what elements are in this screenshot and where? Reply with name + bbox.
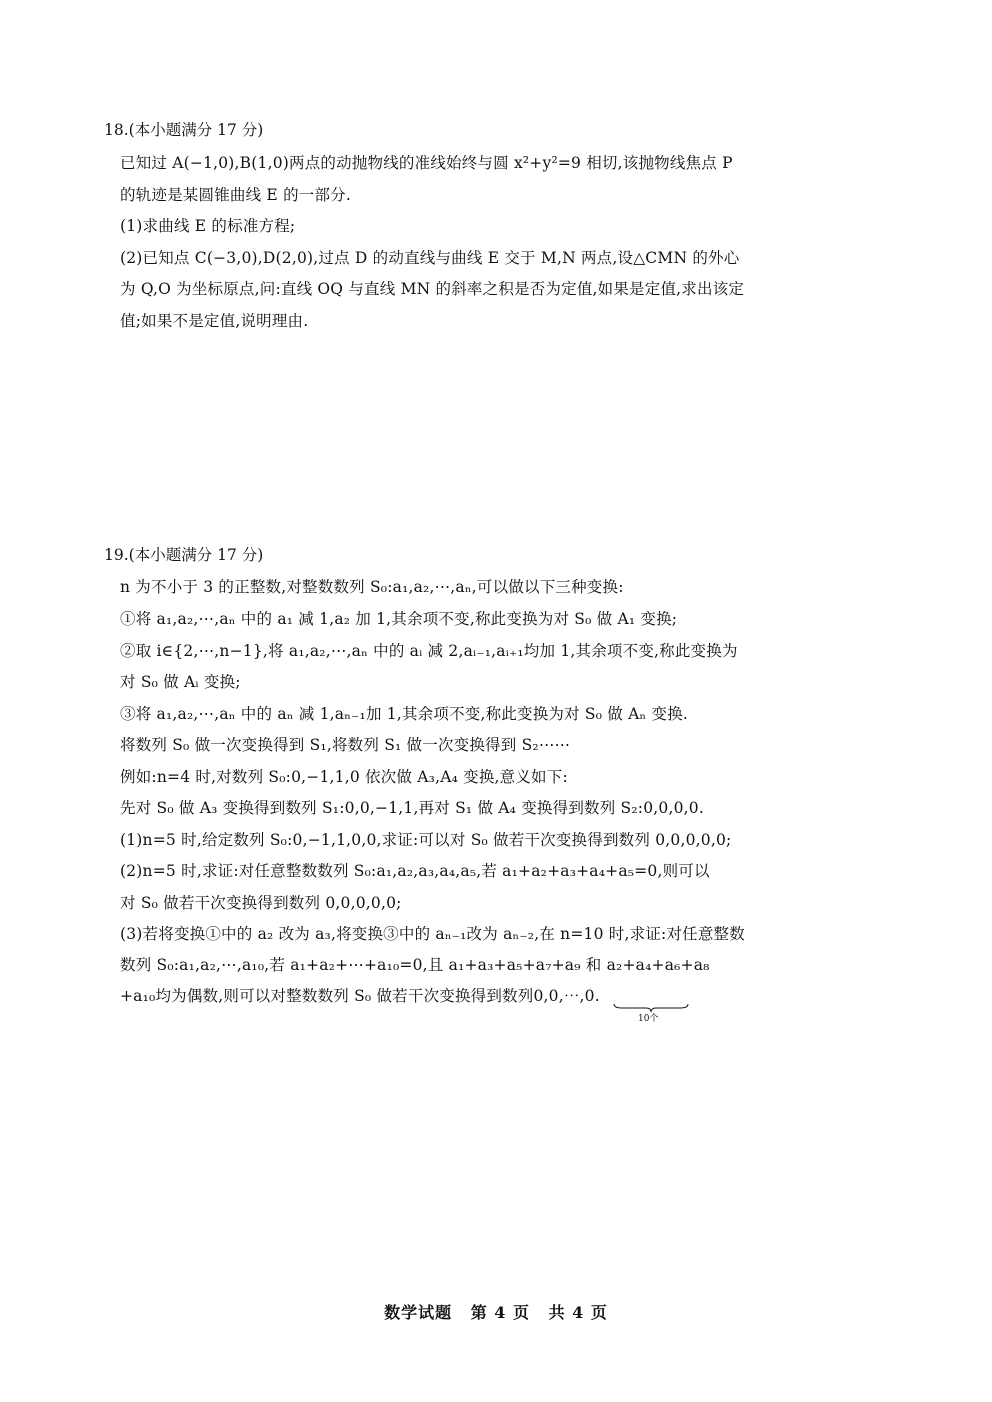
problem-19-line-1: n 为不小于 3 的正整数,对整数数列 S₀:a₁,a₂,⋯,aₙ,可以做以下三种变换:	[120, 578, 624, 596]
problem-19-line-7: 例如:n=4 时,对数列 S₀:0,−1,1,0 依次做 A₃,A₄ 变换,意义如下:	[120, 768, 568, 786]
problem-19-line-10: (2)n=5 时,求证:对任意整数数列 S₀:a₁,a₂,a₃,a₄,a₅,若 a₁+a₂+a₃+a₄+a₅=0,则可以	[120, 862, 710, 880]
page-footer	[0, 1300, 992, 1323]
problem-19-line-5: ③将 a₁,a₂,⋯,aₙ 中的 aₙ 减 1,aₙ₋₁加 1,其余项不变,称此变换为对 S₀ 做 Aₙ 变换.	[120, 705, 689, 723]
problem-19-line-9: (1)n=5 时,给定数列 S₀:0,−1,1,0,0,求证:可以对 S₀ 做若干次变换得到数列 0,0,0,0,0;	[120, 831, 732, 849]
problem-18-line-3: (1)求曲线 E 的标准方程;	[120, 217, 296, 235]
problem-18-line-1: 已知过 A(−1,0),B(1,0)两点的动抛物线的准线始终与圆 x²+y²=9 相切,该抛物线焦点 P	[120, 154, 733, 172]
problem-19-line-4: 对 S₀ 做 Aᵢ 变换;	[120, 673, 241, 691]
problem-18-line-5: 为 Q,O 为坐标原点,问:直线 OQ 与直线 MN 的斜率之积是否为定值,如果是定值,求出该定	[120, 280, 745, 298]
footer-subject: 数学试题	[384, 1303, 453, 1322]
problem-19-line-8: 先对 S₀ 做 A₃ 变换得到数列 S₁:0,0,−1,1,再对 S₁ 做 A₄ 变换得到数列 S₂:0,0,0,0.	[120, 799, 704, 817]
problem-18-header: 18.(本小题满分 17 分)	[104, 121, 264, 139]
problem-19-line-3: ②取 i∈{2,⋯,n−1},将 a₁,a₂,⋯,aₙ 中的 aᵢ 减 2,aᵢ₋₁,aᵢ₊₁均加 1,其余项不变,称此变换为	[120, 642, 738, 660]
problem-18-line-2: 的轨迹是某圆锥曲线 E 的一部分.	[120, 186, 351, 204]
problem-19-line-14: +a₁₀均为偶数,则可以对整数数列 S₀ 做若干次变换得到数列0,0,⋯,0.	[120, 987, 600, 1005]
problem-18-line-4: (2)已知点 C(−3,0),D(2,0),过点 D 的动直线与曲线 E 交于 M,N 两点,设△CMN 的外心	[120, 249, 740, 267]
problem-19-line-2: ①将 a₁,a₂,⋯,aₙ 中的 a₁ 减 1,a₂ 加 1,其余项不变,称此变换为对 S₀ 做 A₁ 变换;	[120, 610, 678, 628]
problem-19-header: 19.(本小题满分 17 分)	[104, 546, 264, 564]
underbrace-label: 10个	[638, 1014, 659, 1024]
problem-19-line-13: 数列 S₀:a₁,a₂,⋯,a₁₀,若 a₁+a₂+⋯+a₁₀=0,且 a₁+a₃+a₅+a₇+a₉ 和 a₂+a₄+a₆+a₈	[120, 956, 710, 974]
footer-total-pages: 共 4 页	[548, 1303, 608, 1322]
problem-19-line-11: 对 S₀ 做若干次变换得到数列 0,0,0,0,0;	[120, 894, 402, 912]
problem-19-line-6: 将数列 S₀ 做一次变换得到 S₁,将数列 S₁ 做一次变换得到 S₂⋯⋯	[120, 736, 571, 754]
problem-18-line-6: 值;如果不是定值,说明理由.	[120, 312, 309, 330]
footer-page-number: 第 4 页	[470, 1303, 530, 1322]
problem-19-line-12: (3)若将变换①中的 a₂ 改为 a₃,将变换③中的 aₙ₋₁改为 aₙ₋₂,在 n=10 时,求证:对任意整数	[120, 925, 745, 943]
